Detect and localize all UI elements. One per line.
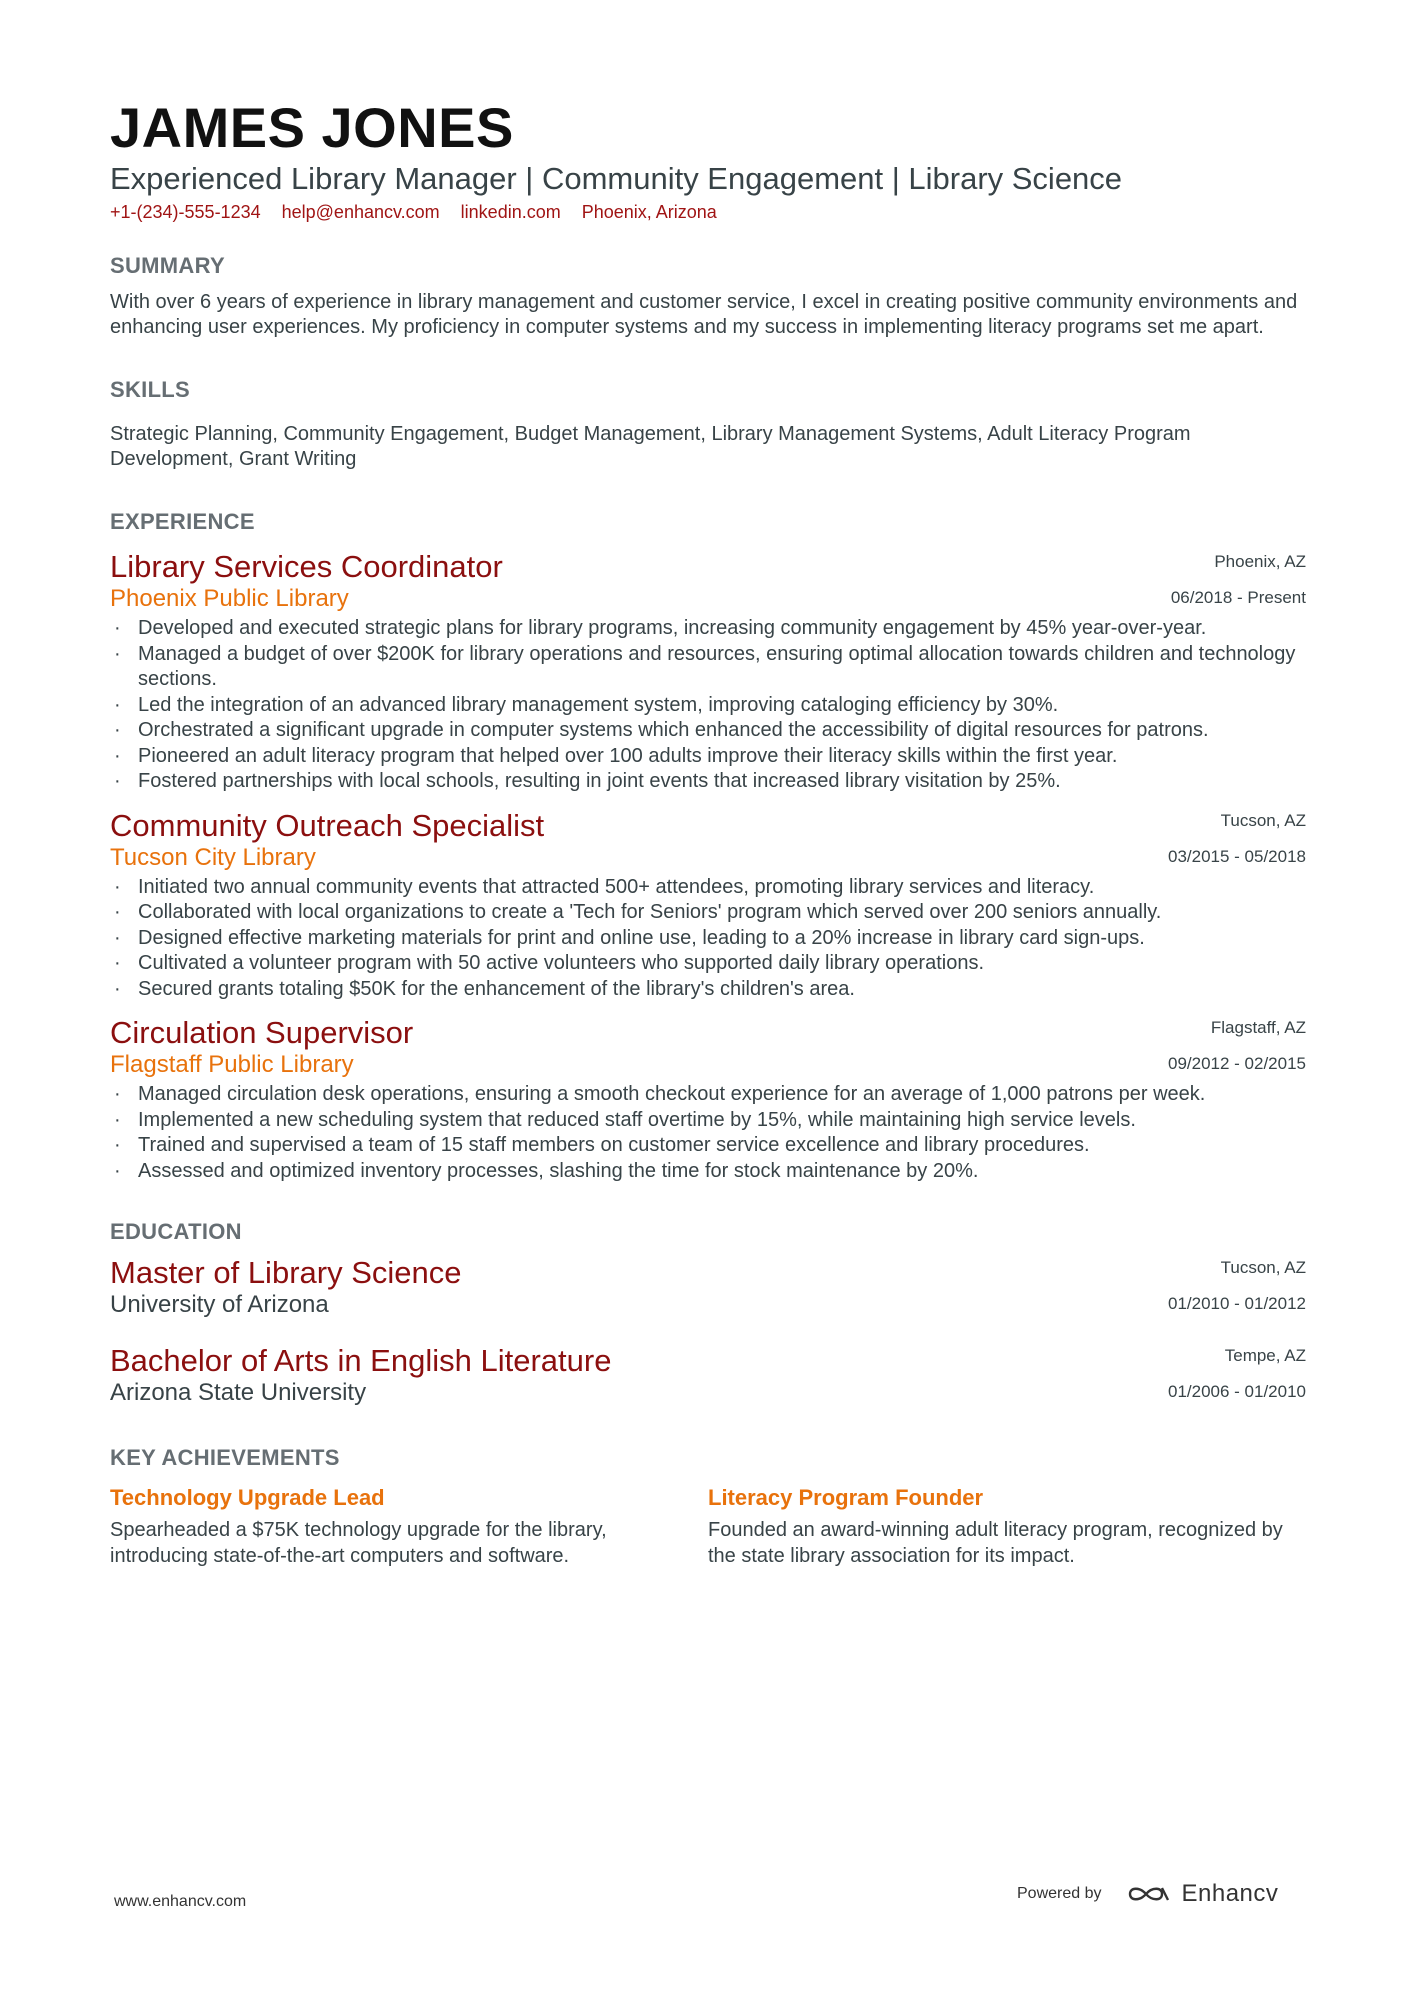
employer-name: Phoenix Public Library [110,585,349,612]
job-dates: 06/2018 - Present [1170,588,1306,607]
footer-branding [1017,1880,1278,1908]
footer-website[interactable]: www.enhancv.com [114,1893,247,1910]
employer-name: Flagstaff Public Library [110,1051,354,1078]
location-text: Phoenix, Arizona [581,202,717,222]
email-link[interactable]: help@enhancv.com [281,202,440,222]
brand-logo[interactable] [1126,1880,1279,1908]
bullet-item: · Secured grants totaling $50K for the enhancement of the library's children's area. [110,977,1300,1003]
summary-heading: SUMMARY [110,253,225,278]
bullet-item: · Assessed and optimized inventory processes, slashing the time for stock maintenance by 20%. [110,1159,1300,1185]
bullet-item: · Trained and supervised a team of 15 staff members on customer service excellence and library procedures. [110,1133,1300,1159]
experience-entry [110,550,1306,795]
brand-name: Enhancv [1181,1880,1279,1907]
bullet-item: · Developed and executed strategic plans for library programs, increasing community engagement by 45% year-over-year. [110,616,1300,642]
education-dates: 01/2010 - 01/2012 [1167,1294,1306,1313]
degree-title: Master of Library Science [110,1255,462,1290]
job-location: Flagstaff, AZ [1210,1018,1306,1037]
achievement-title: Technology Upgrade Lead [110,1485,385,1510]
job-bullets [110,616,1306,795]
summary-text: With over 6 years of experience in library management and customer service, I excel in creating positive community environments and enhancing user experiences. My proficiency in computer systems and my success in implementing literacy programs set me apart. [110,291,1298,338]
contact-line [110,200,1306,224]
resume-page [110,98,1306,1569]
job-location: Tucson, AZ [1220,810,1306,830]
summary-section [110,252,1306,340]
job-dates: 03/2015 - 05/2018 [1167,846,1306,866]
job-title: Community Outreach Specialist [110,807,545,843]
bullet-item: · Cultivated a volunteer program with 50 active volunteers who supported daily library operations. [110,951,1300,977]
achievement-item [110,1484,708,1569]
job-title: Circulation Supervisor [110,1015,414,1050]
job-bullets [110,1082,1306,1184]
achievement-title: Literacy Program Founder [708,1485,984,1510]
school-location: Tempe, AZ [1224,1346,1306,1365]
bullet-item: · Initiated two annual community events that attracted 500+ attendees, promoting library services and literacy. [110,875,1300,901]
phone-link[interactable]: +1-(234)-555-1234 [110,202,261,222]
bullet-item: · Fostered partnerships with local schools, resulting in joint events that increased library visitation by 25%. [110,769,1300,795]
achievement-item [708,1484,1306,1569]
experience-section [110,508,1306,1184]
skills-section [110,376,1306,472]
bullet-item: · Pioneered an adult literacy program that helped over 100 adults improve their literacy skills within the first year. [110,744,1300,770]
resume-header [110,98,1306,224]
job-bullets [110,875,1306,1003]
achievement-description: Founded an award-winning adult literacy program, recognized by the state library association for its impact. [708,1519,1283,1567]
job-location: Phoenix, AZ [1214,552,1306,571]
linkedin-link[interactable]: linkedin.com [460,202,561,222]
school-name: Arizona State University [110,1379,367,1406]
education-heading: EDUCATION [110,1219,242,1244]
employer-name: Tucson City Library [110,843,316,871]
experience-entry [110,809,1306,1003]
education-dates: 01/2006 - 01/2010 [1167,1382,1306,1401]
school-name: University of Arizona [110,1291,329,1318]
enhancv-logo-icon [1126,1882,1172,1906]
bullet-item: · Designed effective marketing materials for print and online use, leading to a 20% increase in library card sign-ups. [110,926,1300,952]
education-section [110,1218,1306,1408]
bullet-item: · Implemented a new scheduling system that reduced staff overtime by 15%, while maintaining high service levels. [110,1108,1300,1134]
candidate-headline: Experienced Library Manager | Community Engagement | Library Science [110,161,1123,196]
bullet-item: · Led the integration of an advanced library management system, improving cataloging efficiency by 30%. [110,693,1300,719]
achievements-section [110,1444,1306,1569]
candidate-name: JAMES JONES [110,96,514,159]
bullet-item: · Orchestrated a significant upgrade in computer systems which enhanced the accessibility of digital resources for patrons. [110,718,1300,744]
job-title: Library Services Coordinator [110,549,503,584]
school-location: Tucson, AZ [1220,1258,1306,1277]
achievement-description: Spearheaded a $75K technology upgrade for the library, introducing state-of-the-art computers and software. [110,1519,607,1567]
skills-heading: SKILLS [110,377,191,402]
bullet-item: · Managed a budget of over $200K for library operations and resources, ensuring optimal allocation towards children and technology sections. [110,642,1300,693]
powered-by-text: Powered by [1017,1885,1102,1902]
experience-heading: EXPERIENCE [110,509,255,534]
degree-title: Bachelor of Arts in English Literature [110,1343,612,1378]
education-entry [110,1256,1306,1320]
experience-entry [110,1016,1306,1184]
bullet-item: · Collaborated with local organizations to create a 'Tech for Seniors' program which served over 200 seniors annually. [110,900,1300,926]
job-dates: 09/2012 - 02/2015 [1167,1054,1306,1073]
bullet-item: · Managed circulation desk operations, ensuring a smooth checkout experience for an average of 1,000 patrons per week. [110,1082,1300,1108]
achievements-heading: KEY ACHIEVEMENTS [110,1445,340,1470]
education-entry [110,1344,1306,1408]
skills-text: Strategic Planning, Community Engagement, Budget Management, Library Management Systems, Adult Literacy Program Development, Grant Writing [110,423,1191,470]
